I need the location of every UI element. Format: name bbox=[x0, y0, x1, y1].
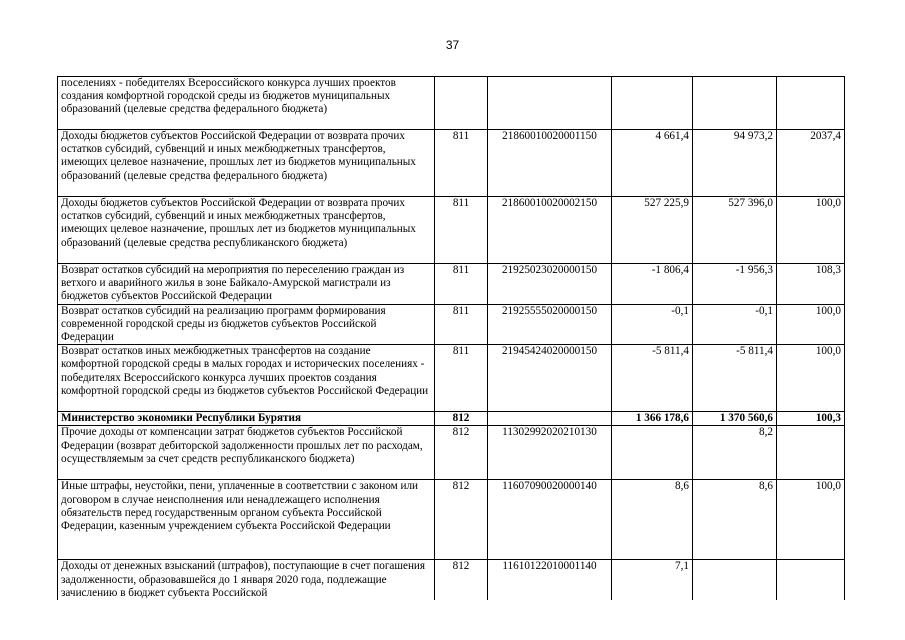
admin-code-cell: 811 bbox=[435, 197, 488, 264]
execution-percent-cell: 100,3 bbox=[777, 412, 845, 426]
revenue-name-cell: Возврат остатков субсидий на реализацию программ формирования современной городской среды из бюджетов субъектов Российской Федерации bbox=[58, 304, 435, 345]
execution-percent-cell bbox=[777, 426, 845, 480]
table-row bbox=[58, 304, 845, 345]
budget-classification-code-cell: 21860010020001150 bbox=[488, 130, 612, 197]
table-row bbox=[58, 560, 845, 601]
planned-amount-cell bbox=[612, 426, 693, 480]
execution-percent-cell: 100,0 bbox=[777, 345, 845, 412]
actual-amount-cell: -1 956,3 bbox=[693, 264, 777, 305]
admin-code-cell: 812 bbox=[435, 426, 488, 480]
execution-percent-cell: 100,0 bbox=[777, 480, 845, 560]
execution-percent-cell: 100,0 bbox=[777, 304, 845, 345]
planned-amount-cell bbox=[612, 77, 693, 130]
planned-amount-cell: -1 806,4 bbox=[612, 264, 693, 305]
budget-classification-code-cell: 21925023020000150 bbox=[488, 264, 612, 305]
execution-percent-cell: 108,3 bbox=[777, 264, 845, 305]
table-row bbox=[58, 412, 845, 426]
table-row bbox=[58, 345, 845, 412]
budget-classification-code-cell: 11302992020210130 bbox=[488, 426, 612, 480]
execution-percent-cell bbox=[777, 77, 845, 130]
revenue-name-cell: Возврат остатков иных межбюджетных трансфертов на создание комфортной городской среды в малых городах и исторических поселениях - победителях Всероссийского конкурса лучших проектов создания комфортной городской среды из бюджетов субъектов Российской Федерации bbox=[58, 345, 435, 412]
actual-amount-cell: 94 973,2 bbox=[693, 130, 777, 197]
budget-classification-code-cell: 21925555020000150 bbox=[488, 304, 612, 345]
revenue-name-cell: Иные штрафы, неустойки, пени, уплаченные в соответствии с законом или договором в случае неисполнения или ненадлежащего исполнения обязательств перед государственным органом субъекта Российской Федерации, казенным учреждением субъекта Российской Федерации bbox=[58, 480, 435, 560]
revenue-name-cell: Возврат остатков субсидий на мероприятия по переселению граждан из ветхого и аварийного жилья в зоне Байкало-Амурской магистрали из бюджетов субъектов Российской Федерации bbox=[58, 264, 435, 305]
revenue-name-cell: Прочие доходы от компенсации затрат бюджетов субъектов Российской Федерации (возврат дебиторской задолженности прошлых лет по расходам, осуществляемым за счет средств республиканского бюджета) bbox=[58, 426, 435, 480]
admin-code-cell: 811 bbox=[435, 345, 488, 412]
planned-amount-cell: 527 225,9 bbox=[612, 197, 693, 264]
planned-amount-cell: -5 811,4 bbox=[612, 345, 693, 412]
table-row bbox=[58, 197, 845, 264]
planned-amount-cell: -0,1 bbox=[612, 304, 693, 345]
table-row bbox=[58, 264, 845, 305]
page-number: 37 bbox=[445, 38, 460, 52]
revenue-name-cell: поселениях - победителях Всероссийского конкурса лучших проектов создания комфортной городской среды из бюджетов муниципальных образований (целевые средства федерального бюджета) bbox=[58, 77, 435, 130]
execution-percent-cell: 2037,4 bbox=[777, 130, 845, 197]
budget-classification-code-cell: 11607090020000140 bbox=[488, 480, 612, 560]
execution-percent-cell bbox=[777, 560, 845, 601]
planned-amount-cell: 7,1 bbox=[612, 560, 693, 601]
actual-amount-cell: 527 396,0 bbox=[693, 197, 777, 264]
actual-amount-cell: 8,2 bbox=[693, 426, 777, 480]
admin-code-cell bbox=[435, 77, 488, 130]
admin-code-cell: 811 bbox=[435, 264, 488, 305]
planned-amount-cell: 8,6 bbox=[612, 480, 693, 560]
budget-classification-code-cell: 21945424020000150 bbox=[488, 345, 612, 412]
planned-amount-cell: 4 661,4 bbox=[612, 130, 693, 197]
admin-code-cell: 811 bbox=[435, 130, 488, 197]
table-row bbox=[58, 480, 845, 560]
admin-code-cell: 812 bbox=[435, 412, 488, 426]
actual-amount-cell bbox=[693, 77, 777, 130]
actual-amount-cell: 8,6 bbox=[693, 480, 777, 560]
table-row bbox=[58, 130, 845, 197]
actual-amount-cell: -0,1 bbox=[693, 304, 777, 345]
execution-percent-cell: 100,0 bbox=[777, 197, 845, 264]
budget-classification-code-cell bbox=[488, 412, 612, 426]
revenue-table bbox=[57, 76, 845, 600]
actual-amount-cell: -5 811,4 bbox=[693, 345, 777, 412]
planned-amount-cell: 1 366 178,6 bbox=[612, 412, 693, 426]
budget-classification-code-cell bbox=[488, 77, 612, 130]
budget-classification-code-cell: 11610122010001140 bbox=[488, 560, 612, 601]
table-row bbox=[58, 426, 845, 480]
actual-amount-cell: 1 370 560,6 bbox=[693, 412, 777, 426]
revenue-name-cell: Доходы от денежных взысканий (штрафов), поступающие в счет погашения задолженности, образовавшейся до 1 января 2020 года, подлежащие зачислению в бюджет субъекта Российской bbox=[58, 560, 435, 601]
admin-code-cell: 811 bbox=[435, 304, 488, 345]
revenue-name-cell: Доходы бюджетов субъектов Российской Федерации от возврата прочих остатков субсидий, субвенций и иных межбюджетных трансфертов, имеющих целевое назначение, прошлых лет из бюджетов муниципальных образований (целевые средства федерального бюджета) bbox=[58, 130, 435, 197]
revenue-name-cell: Министерство экономики Республики Бурятия bbox=[58, 412, 435, 426]
table-row bbox=[58, 77, 845, 130]
admin-code-cell: 812 bbox=[435, 480, 488, 560]
revenue-name-cell: Доходы бюджетов субъектов Российской Федерации от возврата прочих остатков субсидий, субвенций и иных межбюджетных трансфертов, имеющих целевое назначение, прошлых лет из бюджетов муниципальных образований (целевые средства республиканского бюджета) bbox=[58, 197, 435, 264]
budget-classification-code-cell: 21860010020002150 bbox=[488, 197, 612, 264]
admin-code-cell: 812 bbox=[435, 560, 488, 601]
actual-amount-cell bbox=[693, 560, 777, 601]
